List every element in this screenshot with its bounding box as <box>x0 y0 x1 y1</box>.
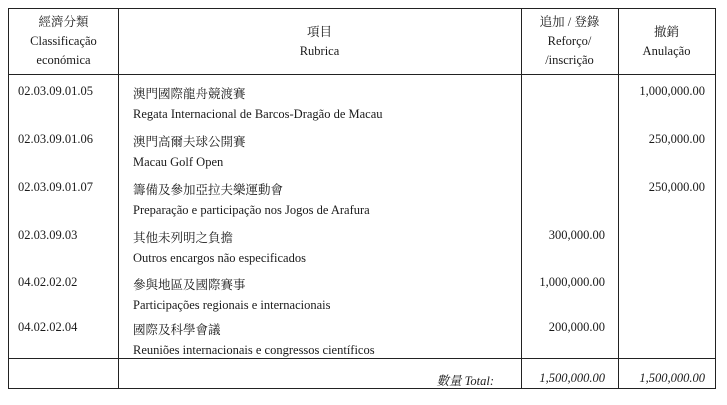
table-row <box>9 221 715 269</box>
rubrica-zh: 籌備及參加亞拉夫樂運動會 <box>133 183 284 197</box>
rubrica-zh: 參與地區及國際賽事 <box>133 278 246 292</box>
rubrica-zh: 其他未列明之負擔 <box>133 231 234 245</box>
rubrica-cell <box>133 228 306 268</box>
rubrica-pt: Preparação e participação nos Jogos de Arafura <box>133 203 370 217</box>
header-anulacao <box>618 9 715 74</box>
header-classification-zh: 經濟分類 <box>38 15 89 29</box>
header-rubrica <box>118 9 521 74</box>
rubrica-pt: Participações regionais e internacionais <box>133 298 331 312</box>
budget-table <box>8 8 716 389</box>
header-anulacao-pt: Anulação <box>642 43 691 58</box>
economic-code: 02.03.09.01.06 <box>18 132 93 146</box>
reforco-value: 300,000.00 <box>548 228 605 242</box>
table-row <box>9 125 715 173</box>
total-label: 數量 Total: <box>436 374 494 388</box>
header-rubrica-zh: 項目 <box>306 24 332 39</box>
header-classification-pt: Classificação <box>30 34 97 48</box>
header-classification <box>9 9 118 74</box>
anulacao-value: 1,000,000.00 <box>639 84 705 98</box>
anulacao-value: 250,000.00 <box>648 132 705 146</box>
reforco-value: 1,000,000.00 <box>539 275 605 289</box>
rubrica-zh: 澳門國際龍舟競渡賽 <box>133 87 246 101</box>
economic-code: 02.03.09.01.05 <box>18 84 93 98</box>
header-rubrica-pt: Rubrica <box>299 43 340 58</box>
rubrica-cell <box>133 320 375 360</box>
table-row <box>9 313 715 361</box>
total-anulacao: 1,500,000.00 <box>639 371 705 385</box>
rubrica-pt: Reuniões internacionais e congressos científicos <box>133 343 375 357</box>
rubrica-pt: Outros encargos não especificados <box>133 251 306 265</box>
table-row <box>9 173 715 221</box>
header-classification-pt-2: económica <box>36 53 91 67</box>
rubrica-zh: 國際及科學會議 <box>133 323 221 337</box>
table-row <box>9 268 715 316</box>
header-reforco-pt: Reforço/ <box>547 34 592 48</box>
header-divider <box>9 74 715 75</box>
reforco-value: 200,000.00 <box>548 320 605 334</box>
anulacao-value: 250,000.00 <box>648 180 705 194</box>
rubrica-cell <box>133 132 246 172</box>
economic-code: 02.03.09.01.07 <box>18 180 93 194</box>
economic-code: 02.03.09.03 <box>18 228 78 242</box>
rubrica-zh: 澳門高爾夫球公開賽 <box>133 135 246 149</box>
rubrica-cell <box>133 180 370 220</box>
rubrica-pt: Regata Internacional de Barcos-Dragão de Macau <box>133 107 383 121</box>
header-reforco-pt-2: /inscrição <box>545 53 594 67</box>
rubrica-cell <box>133 275 331 315</box>
header-reforco-zh: 追加 / 登錄 <box>539 15 600 29</box>
rubrica-pt: Macau Golf Open <box>133 155 224 169</box>
economic-code: 04.02.02.02 <box>18 275 78 289</box>
header-anulacao-zh: 撤銷 <box>653 24 679 39</box>
table-row <box>9 77 715 125</box>
header-reforco <box>521 9 618 74</box>
total-reforco: 1,500,000.00 <box>539 371 605 385</box>
rubrica-cell <box>133 84 383 124</box>
economic-code: 04.02.02.04 <box>18 320 78 334</box>
